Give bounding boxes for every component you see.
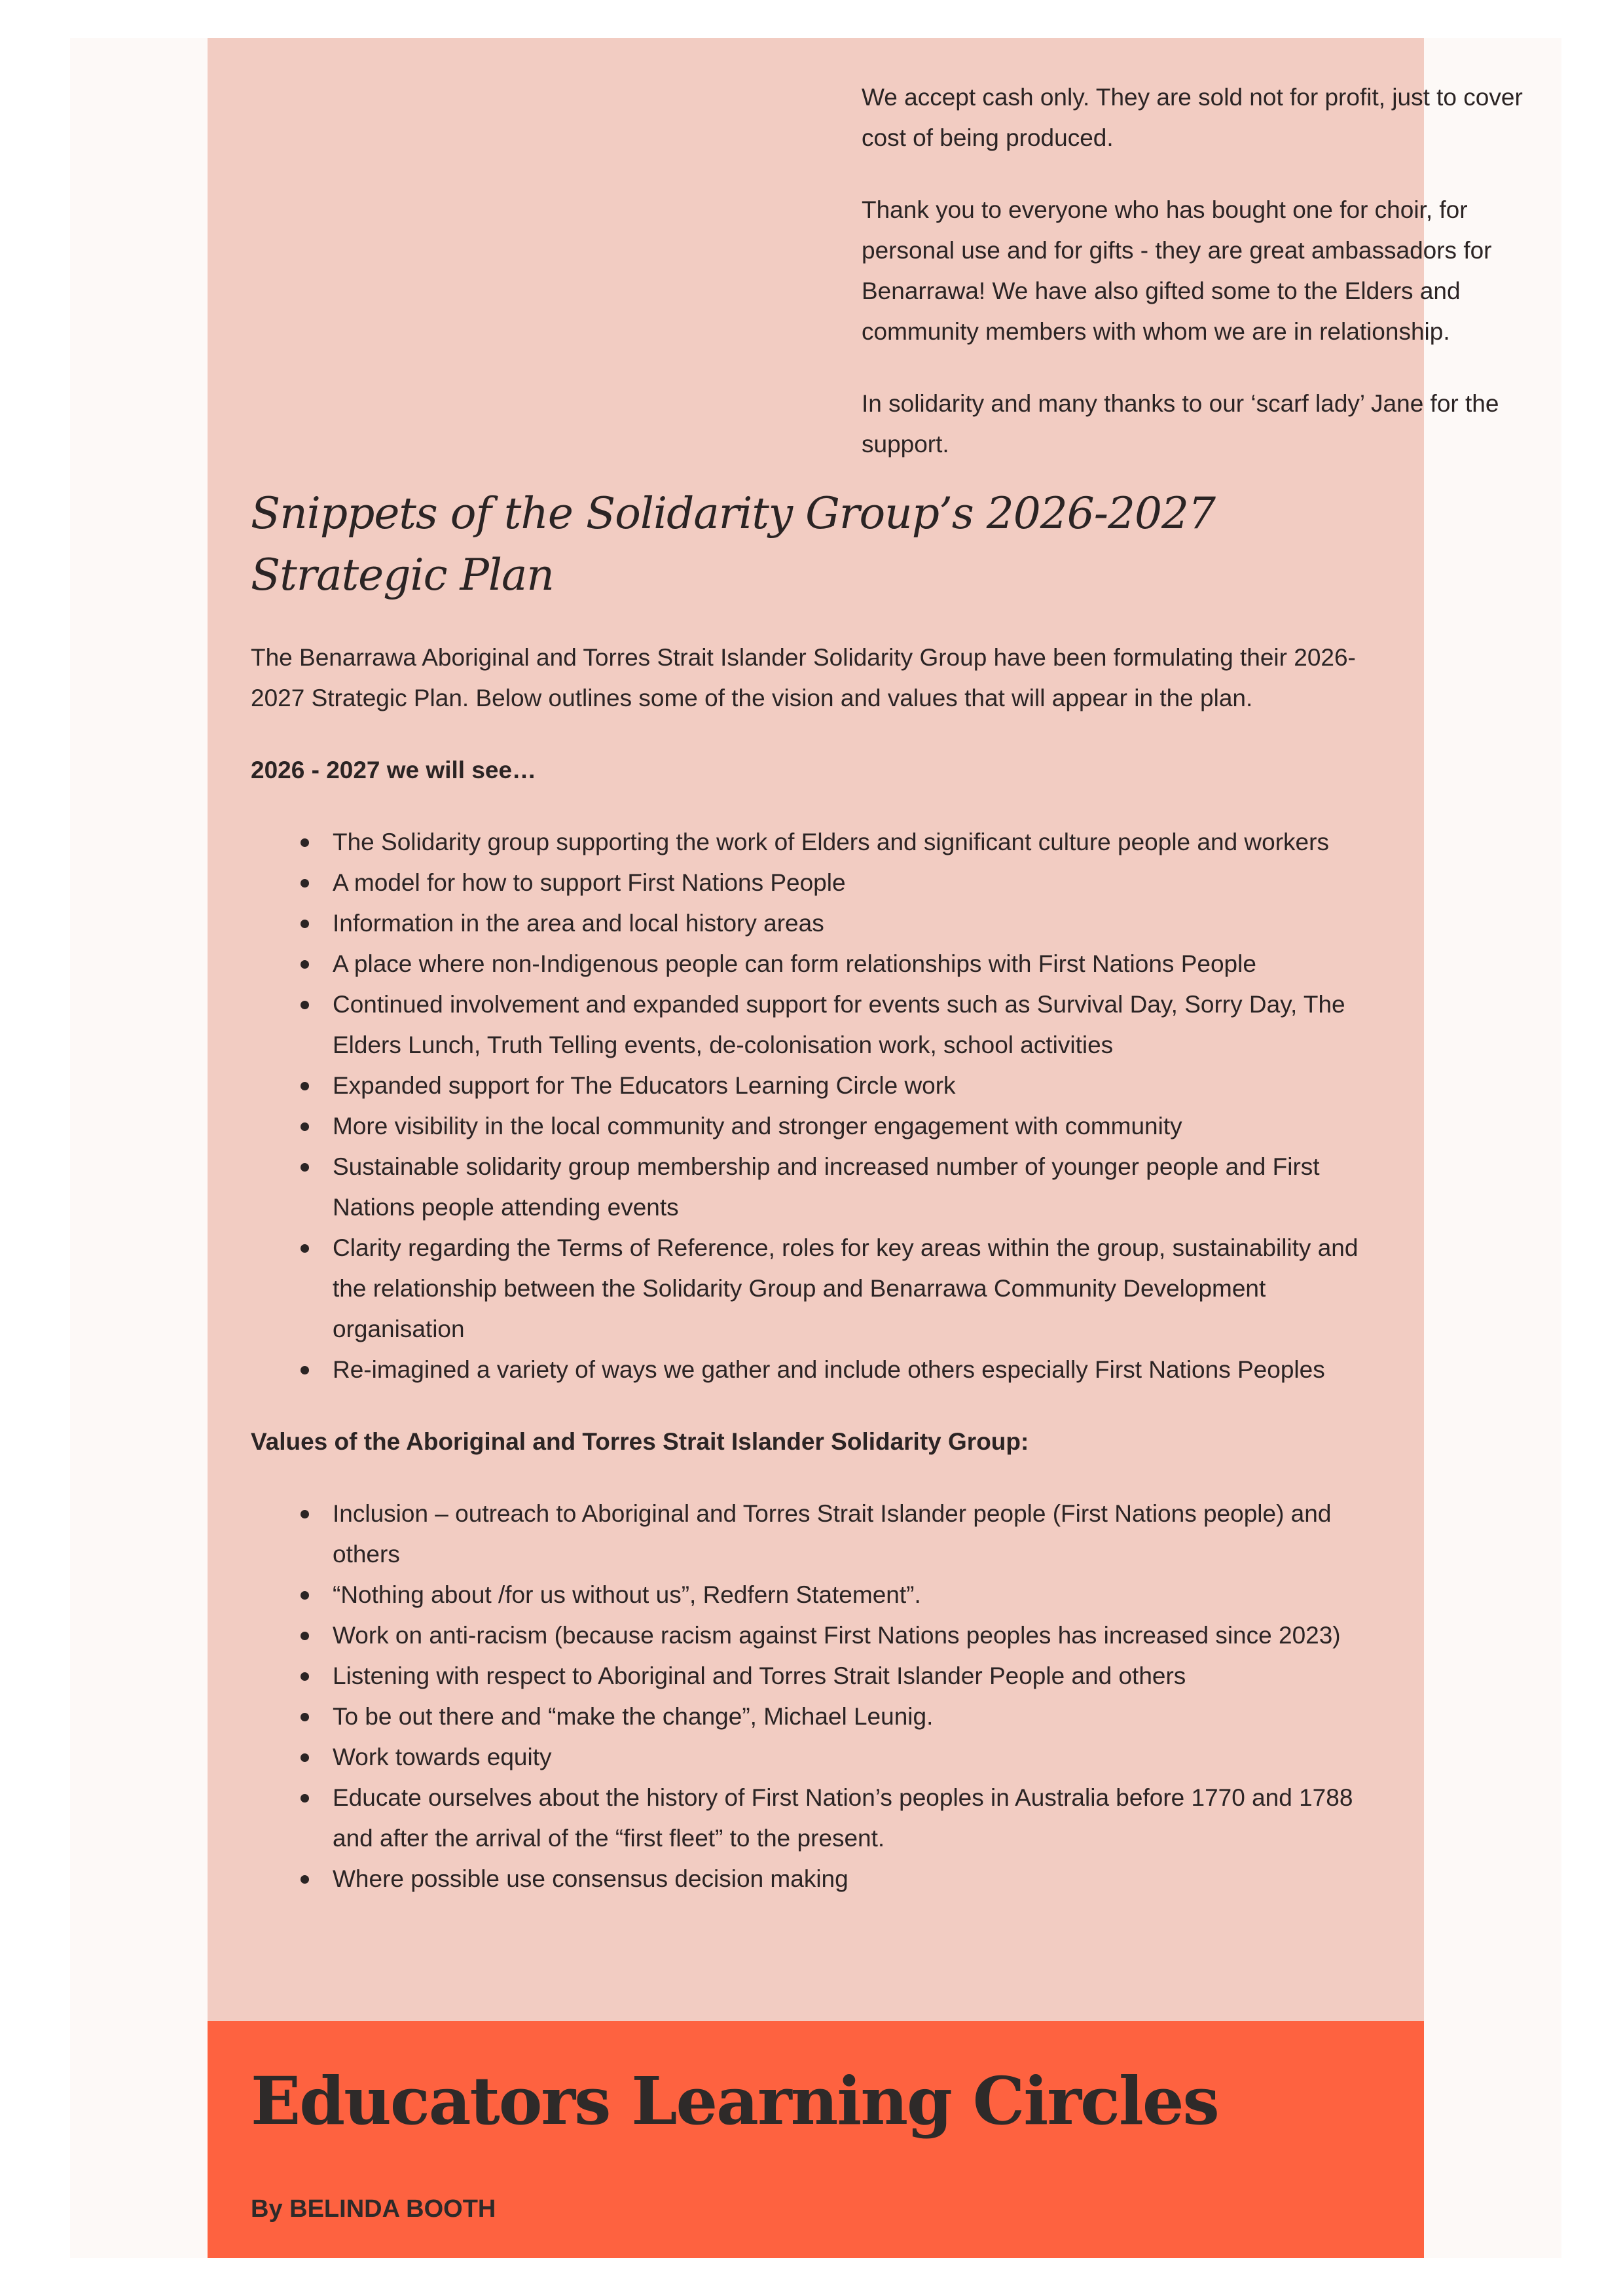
scarf-notice <box>862 77 1556 496</box>
vision-heading: 2026 - 2027 we will see… <box>251 757 537 783</box>
values-list <box>251 1494 1383 1899</box>
bullet-icon <box>301 1713 309 1721</box>
bullet-icon <box>301 1244 309 1253</box>
list-item-text: Listening with respect to Aboriginal and Torres Strait Islander People and others <box>333 1662 1186 1689</box>
bullet-icon <box>301 1794 309 1803</box>
list-item <box>251 984 1383 1066</box>
list-item <box>251 903 1383 944</box>
list-item <box>251 1228 1383 1350</box>
list-item-text: Work on anti-racism (because racism against First Nations peoples has increased since 2023) <box>333 1622 1341 1649</box>
list-item <box>251 1575 1383 1615</box>
list-item <box>251 1494 1383 1575</box>
list-item <box>251 1778 1383 1859</box>
list-item <box>251 1106 1383 1147</box>
intro-paragraph-2: Thank you to everyone who has bought one for choir, for personal use and for gifts - they are great ambassadors for Benarrawa! We have also gifted some to the Elders and community members with whom we are in relationship. <box>862 196 1492 345</box>
list-item-text: More visibility in the local community and stronger engagement with community <box>333 1113 1182 1139</box>
values-heading: Values of the Aboriginal and Torres Strait Islander Solidarity Group: <box>251 1428 1029 1455</box>
bullet-icon <box>301 1082 309 1090</box>
section-title: Snippets of the Solidarity Group’s 2026-2027 Strategic Plan <box>251 488 1216 600</box>
list-item-text: Re-imagined a variety of ways we gather and include others especially First Nations Peoples <box>333 1356 1325 1383</box>
list-item-text: A place where non-Indigenous people can form relationships with First Nations People <box>333 950 1256 977</box>
educators-banner <box>208 2021 1424 2258</box>
bullet-icon <box>301 1632 309 1640</box>
list-item-text: A model for how to support First Nations People <box>333 869 846 896</box>
list-item-text: The Solidarity group supporting the work of Elders and significant culture people and workers <box>333 829 1329 855</box>
bullet-icon <box>301 1672 309 1681</box>
intro-paragraph-3: In solidarity and many thanks to our ‘scarf lady’ Jane for the support. <box>862 390 1499 457</box>
list-item-text: Information in the area and local history areas <box>333 910 824 937</box>
intro-paragraph-1: We accept cash only. They are sold not for profit, just to cover cost of being produced. <box>862 84 1523 151</box>
bullet-icon <box>301 1122 309 1131</box>
list-item-text: Expanded support for The Educators Learning Circle work <box>333 1072 956 1099</box>
list-item <box>251 822 1383 863</box>
list-item <box>251 863 1383 903</box>
bullet-icon <box>301 1366 309 1374</box>
list-item-text: Educate ourselves about the history of First Nation’s peoples in Australia before 1770 and 1788 and after the arrival of the “first fleet” to the present. <box>333 1784 1353 1852</box>
list-item-text: Sustainable solidarity group membership and increased number of younger people and First Nations people attending events <box>333 1153 1320 1221</box>
bullet-icon <box>301 838 309 847</box>
list-item <box>251 1737 1383 1778</box>
list-item <box>251 1350 1383 1390</box>
list-item <box>251 1066 1383 1106</box>
vision-list <box>251 822 1383 1390</box>
section-intro: The Benarrawa Aboriginal and Torres Strait Islander Solidarity Group have been formulating their 2026-2027 Strategic Plan. Below outlines some of the vision and values that will appear in the plan. <box>251 644 1356 711</box>
banner-byline: By BELINDA BOOTH <box>251 2195 496 2223</box>
list-item-text: Continued involvement and expanded support for events such as Survival Day, Sorry Day, The Elders Lunch, Truth Telling events, de-colonisation work, school activities <box>333 991 1345 1058</box>
bullet-icon <box>301 1591 309 1600</box>
bullet-icon <box>301 1001 309 1009</box>
list-item-text: “Nothing about /for us without us”, Redfern Statement”. <box>333 1581 921 1608</box>
bullet-icon <box>301 960 309 969</box>
banner-title: Educators Learning Circles <box>251 2062 1218 2140</box>
list-item-text: To be out there and “make the change”, Michael Leunig. <box>333 1703 934 1730</box>
list-item-text: Clarity regarding the Terms of Reference, roles for key areas within the group, sustainability and the relationship between the Solidarity Group and Benarrawa Community Development organisation <box>333 1234 1359 1342</box>
list-item <box>251 1696 1383 1737</box>
list-item <box>251 1147 1383 1228</box>
list-item-text: Work towards equity <box>333 1744 552 1770</box>
bullet-icon <box>301 1510 309 1518</box>
bullet-icon <box>301 879 309 888</box>
list-item <box>251 1656 1383 1696</box>
list-item-text: Where possible use consensus decision making <box>333 1865 848 1892</box>
list-item <box>251 1615 1383 1656</box>
list-item <box>251 944 1383 984</box>
bullet-icon <box>301 920 309 928</box>
list-item-text: Inclusion – outreach to Aboriginal and Torres Strait Islander people (First Nations people) and others <box>333 1500 1332 1568</box>
content-panel <box>208 38 1523 2021</box>
list-item <box>251 1859 1383 1899</box>
strategic-plan-section <box>251 483 1383 1931</box>
bullet-icon <box>301 1875 309 1884</box>
bullet-icon <box>301 1163 309 1172</box>
bullet-icon <box>301 1753 309 1762</box>
